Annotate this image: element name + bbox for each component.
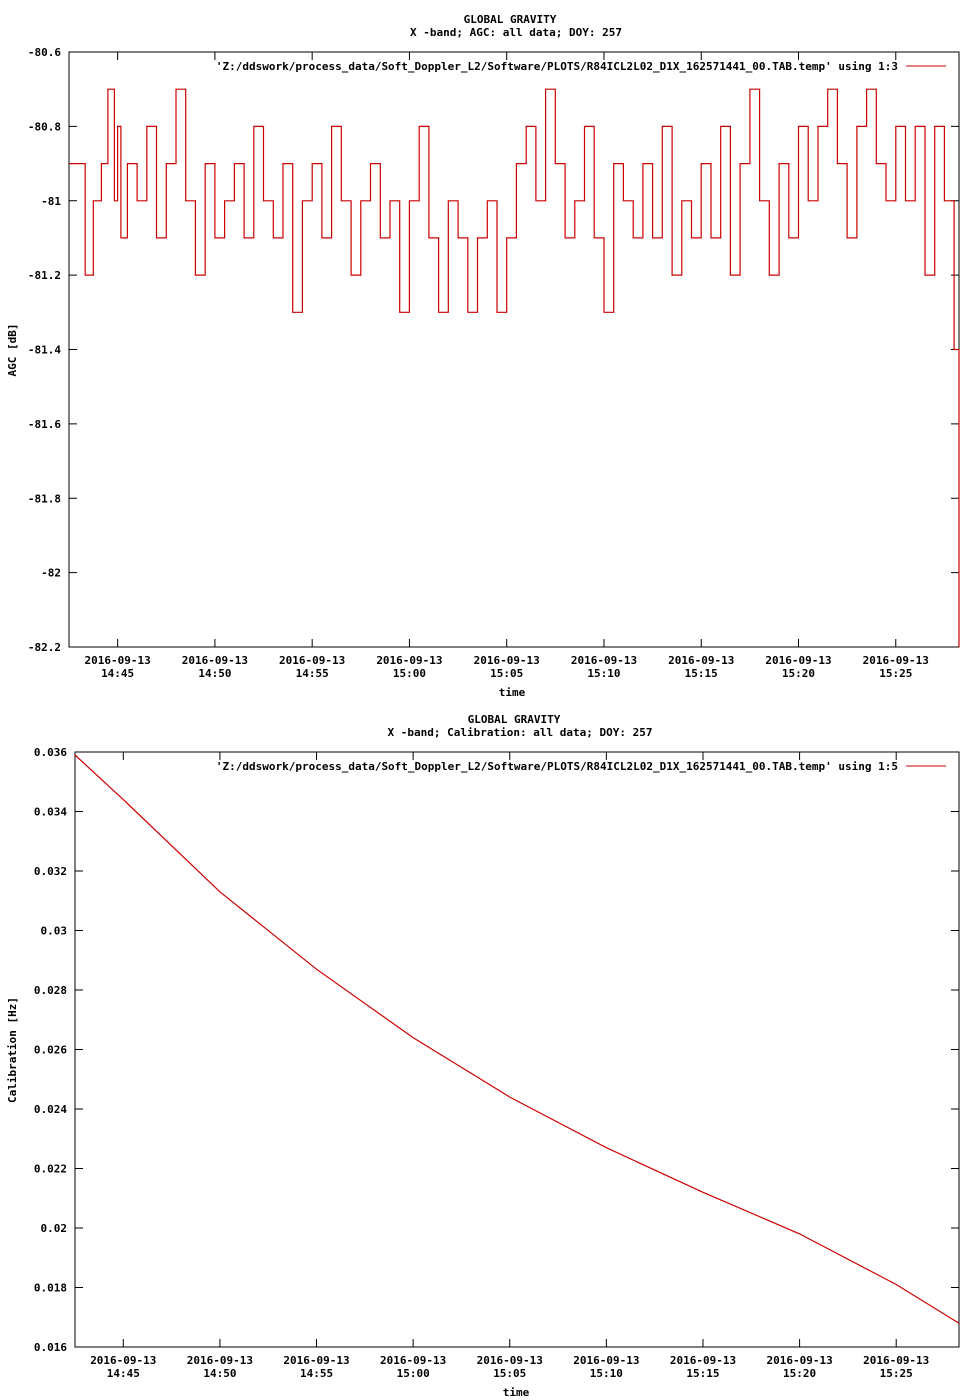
calibration-x-tick-time: 15:25 [879, 1367, 913, 1380]
calibration-x-tick-date: 2016-09-13 [863, 1354, 930, 1367]
agc-x-axis-label: time [498, 686, 526, 699]
calibration-y-tick-label: 0.036 [33, 746, 67, 759]
calibration-x-tick-time: 14:55 [299, 1367, 334, 1380]
calibration-y-tick-label: 0.03 [40, 924, 67, 938]
calibration-chart-panel [0, 700, 980, 1400]
calibration-chart-subtitle: X -band; Calibration: all data; DOY: 257 [387, 726, 653, 739]
agc-x-tick-time: 15:20 [781, 667, 816, 680]
calibration-y-tick-label: 0.02 [40, 1222, 67, 1235]
calibration-y-tick-label: 0.022 [33, 1162, 67, 1176]
calibration-x-tick-date: 2016-09-13 [669, 1354, 737, 1367]
calibration-x-axis-label: time [502, 1386, 530, 1399]
agc-x-tick-date: 2016-09-13 [473, 654, 540, 667]
calibration-y-tick-label: 0.028 [33, 984, 67, 997]
agc-y-tick-label: -80.6 [27, 46, 61, 59]
agc-y-axis-label: AGC [dB] [6, 323, 19, 377]
agc-x-tick-time: 15:10 [587, 667, 621, 680]
agc-chart-subtitle: X -band; AGC: all data; DOY: 257 [410, 26, 622, 39]
agc-plot-frame [69, 52, 959, 647]
agc-y-tick-label: -82 [41, 566, 61, 580]
agc-x-tick-date: 2016-09-13 [570, 654, 638, 667]
calibration-x-tick-time: 15:20 [783, 1367, 817, 1380]
agc-y-tick-label: -80.8 [27, 120, 61, 134]
calibration-x-tick-date: 2016-09-13 [766, 1354, 833, 1367]
agc-y-tick-label: -81.4 [27, 343, 61, 357]
agc-x-tick-date: 2016-09-13 [279, 654, 346, 667]
calibration-x-tick-date: 2016-09-13 [380, 1354, 447, 1367]
calibration-plot-frame [75, 752, 959, 1347]
calibration-x-tick-time: 14:50 [203, 1367, 237, 1380]
calibration-y-tick-label: 0.026 [33, 1043, 67, 1057]
agc-y-tick-label: -82.2 [27, 641, 61, 654]
agc-y-tick-label: -81.2 [27, 269, 61, 283]
agc-y-tick-label: -81.6 [27, 417, 61, 431]
calibration-x-tick-date: 2016-09-13 [476, 1354, 543, 1367]
agc-y-tick-label: -81.8 [27, 492, 61, 506]
calibration-y-tick-label: 0.016 [33, 1341, 67, 1354]
calibration-x-tick-time: 15:05 [493, 1367, 527, 1380]
calibration-y-tick-label: 0.032 [33, 865, 67, 878]
calibration-x-tick-time: 15:10 [589, 1367, 623, 1380]
agc-x-tick-time: 15:15 [684, 667, 718, 680]
agc-x-tick-date: 2016-09-13 [84, 654, 151, 667]
agc-x-tick-time: 15:25 [879, 667, 913, 680]
calibration-x-tick-date: 2016-09-13 [573, 1354, 640, 1367]
agc-chart-title: GLOBAL GRAVITY [463, 13, 557, 26]
agc-x-tick-date: 2016-09-13 [668, 654, 735, 667]
agc-x-tick-time: 14:55 [295, 667, 329, 680]
calibration-x-tick-date: 2016-09-13 [186, 1354, 254, 1367]
agc-x-tick-time: 15:00 [392, 667, 426, 680]
calibration-x-tick-date: 2016-09-13 [90, 1354, 157, 1367]
agc-legend-label: 'Z:/ddswork/process_data/Soft_Doppler_L2/Software/PLOTS/R84ICL2L02_D1X_162571441_00.TAB.temp' using 1:3 [215, 60, 898, 73]
calibration-legend-label: 'Z:/ddswork/process_data/Soft_Doppler_L2/Software/PLOTS/R84ICL2L02_D1X_162571441_00.TAB.temp' using 1:5 [215, 760, 898, 773]
agc-x-tick-date: 2016-09-13 [862, 654, 929, 667]
calibration-y-tick-label: 0.018 [33, 1281, 67, 1295]
calibration-chart-title: GLOBAL GRAVITY [467, 713, 561, 726]
calibration-x-tick-date: 2016-09-13 [283, 1354, 350, 1367]
calibration-chart [0, 700, 980, 1400]
agc-x-tick-time: 14:45 [101, 667, 135, 680]
calibration-y-tick-label: 0.034 [33, 805, 67, 819]
calibration-y-axis-label: Calibration [Hz] [6, 997, 19, 1103]
agc-series-line [69, 89, 959, 647]
calibration-x-tick-time: 15:15 [686, 1367, 720, 1380]
calibration-y-tick-label: 0.024 [33, 1103, 67, 1116]
agc-x-tick-date: 2016-09-13 [376, 654, 443, 667]
agc-x-tick-time: 14:50 [198, 667, 232, 680]
agc-y-tick-label: -81 [41, 194, 61, 208]
agc-x-tick-date: 2016-09-13 [765, 654, 832, 667]
agc-x-tick-date: 2016-09-13 [181, 654, 249, 667]
calibration-x-tick-time: 15:00 [396, 1367, 430, 1380]
calibration-x-tick-time: 14:45 [106, 1367, 140, 1380]
agc-x-tick-time: 15:05 [490, 667, 524, 680]
calibration-series-line [75, 755, 959, 1323]
